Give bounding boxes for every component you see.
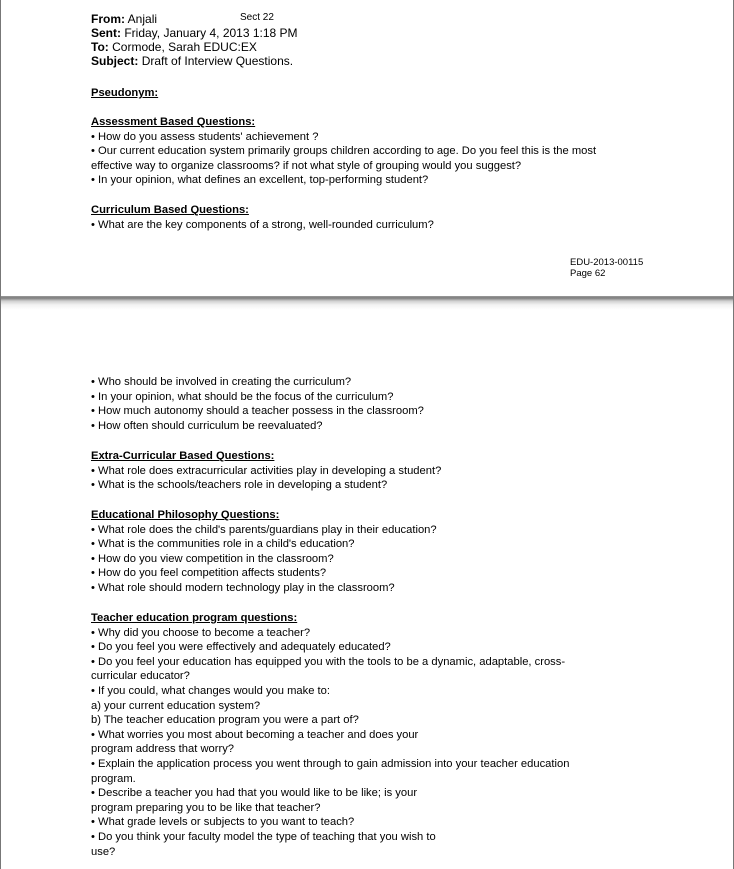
list-item: • What are the key components of a strong, well-rounded curriculum? [91, 218, 434, 231]
list-item: • What role does the child's parents/guardians play in their education? [91, 523, 437, 536]
list-item: use? [91, 845, 116, 858]
section-heading: Assessment Based Questions: [91, 116, 256, 128]
bates-stamp [570, 257, 643, 279]
list-item: • What is the schools/teachers role in developing a student? [91, 479, 388, 492]
list-item: • If you could, what changes would you make to: [91, 684, 330, 697]
list-item: • How much autonomy should a teacher possess in the classroom? [91, 405, 424, 418]
email-subject [91, 54, 293, 68]
list-item: • Describe a teacher you had that you would like to be like; is your [91, 787, 418, 800]
document-id: EDU-2013-00115 [570, 257, 644, 268]
list-item: b) The teacher education program you were a part of? [91, 714, 359, 727]
section-heading: Extra-Curricular Based Questions: [91, 450, 275, 462]
list-item: • What role does extracurricular activities play in developing a student? [91, 464, 442, 477]
list-item: curricular educator? [91, 670, 190, 683]
list-item: • Explain the application process you went through to gain admission into your teacher education [91, 757, 570, 770]
list-item: • What is the communities role in a child's education? [91, 538, 355, 551]
viewer-left-edge [0, 0, 1, 869]
document-page-62 [0, 0, 734, 296]
curriculum-continued-section [91, 375, 651, 433]
from-label: From: [91, 12, 125, 26]
list-item: a) your current education system? [91, 699, 261, 712]
list-item: • Do you feel you were effectively and adequately educated? [91, 641, 391, 654]
subject-value: Draft of Interview Questions. [141, 54, 294, 68]
list-item: • How do you view competition in the classroom? [91, 552, 334, 565]
sent-label: Sent: [91, 26, 121, 40]
list-item: • What worries you most about becoming a teacher and does your [91, 728, 419, 741]
page-number: Page 62 [570, 268, 606, 279]
list-item: • What role should modern technology play in the classroom? [91, 581, 395, 594]
pseudonym-heading: Pseudonym: [91, 87, 159, 99]
subject-label: Subject: [91, 54, 139, 68]
to-value: Cormode, Sarah EDUC:EX [112, 40, 257, 54]
email-sent [91, 26, 298, 40]
list-item: • Why did you choose to become a teacher? [91, 626, 311, 639]
philosophy-section [91, 508, 651, 596]
list-item: effective way to organize classrooms? if not what style of grouping would you suggest? [91, 159, 522, 172]
list-item: • In your opinion, what defines an excellent, top-performing student? [91, 174, 429, 187]
list-item: program. [91, 772, 136, 785]
list-item: • Our current education system primarily groups children according to age. Do you feel this is the most [91, 145, 597, 158]
list-item: • What grade levels or subjects to you want to teach? [91, 816, 355, 829]
list-item: program address that worry? [91, 743, 235, 756]
page-separator [0, 296, 734, 310]
from-value: Anjali [127, 12, 158, 26]
list-item: • Who should be involved in creating the curriculum? [91, 376, 352, 388]
section-heading: Teacher education program questions: [91, 612, 298, 624]
section-number: Sect 22 [240, 12, 274, 23]
list-item: • How do you assess students' achievement ? [91, 130, 319, 143]
email-to [91, 40, 257, 54]
email-from [91, 12, 157, 26]
list-item: • How often should curriculum be reevaluated? [91, 419, 323, 432]
document-page-63 [0, 310, 734, 869]
section-heading: Curriculum Based Questions: [91, 204, 249, 216]
list-item: • Do you feel your education has equipped you with the tools to be a dynamic, adaptable, cross- [91, 655, 566, 668]
sent-value: Friday, January 4, 2013 1:18 PM [124, 26, 298, 40]
list-item: • How do you feel competition affects students? [91, 567, 327, 580]
section-heading: Educational Philosophy Questions: [91, 509, 280, 521]
list-item: program preparing you to be like that teacher? [91, 801, 321, 814]
list-item: • Do you think your faculty model the type of teaching that you wish to [91, 830, 436, 843]
extracurricular-section [91, 449, 651, 493]
to-label: To: [91, 40, 109, 54]
curriculum-section [91, 203, 651, 232]
list-item: • In your opinion, what should be the focus of the curriculum? [91, 390, 394, 403]
assessment-section [91, 115, 651, 188]
teacher-education-section [91, 611, 651, 859]
